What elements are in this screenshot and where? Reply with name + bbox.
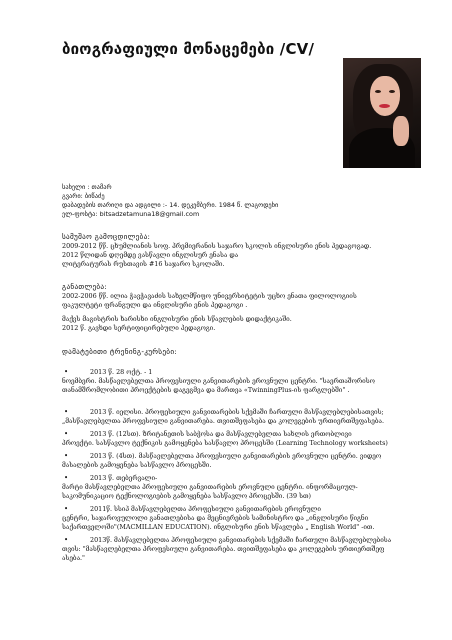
training-line: „მასწავლებელთა პროფესიული განვითარება. თვითშეფასება და კოლეგების ურთიერთშეფასება.	[62, 417, 384, 425]
trainings-heading: დამატებითი ტრენინგ-კურსები:	[62, 347, 178, 356]
bullet-icon: •	[64, 536, 69, 544]
bullet-icon: •	[64, 408, 69, 416]
bullet-icon: •	[64, 430, 69, 438]
surname-line: გვარი: ბიწაძე	[62, 192, 105, 200]
page-title: ბიოგრაფიული მონაცემები /CV/	[62, 40, 315, 58]
profile-photo	[343, 58, 421, 168]
training-line: საკომუნიკაციო ტექნოლოგიების გამოყენება სასწავლო პროცესში. (39 სთ)	[62, 492, 311, 500]
work-line: ლიტერატურას რუსთავის #16 საჯარო სკოლაში.	[62, 260, 225, 268]
education-heading: განათლება:	[62, 282, 108, 291]
training-line: ცენტრი, საჯაროვულოლი განათლებისა და მეცნიერების სამინისტრო და „ინგლისური წიგნი	[62, 514, 369, 522]
education-line: 2002-2006 წწ. ილია ჭავჭავაძის სახელმწიფო უნივერსიტეტის უცხო ენათა ფილოლოგიის	[62, 292, 357, 300]
training-line: 2013წ. მასწავლებელთა პროფესიული განვითარების სქემაში ჩართული მასწავლებლებისა	[90, 536, 392, 544]
birth-line: დაბადების თარიღი და ადგილი :- 14. დეკემბერი. 1984 წ. ლაგოდეხი	[62, 201, 279, 209]
bullet-icon: •	[64, 452, 69, 460]
training-line: 2013 წ. (4სთ). მასწავლებელთა პროფესიული განვითარების ეროვნული ცენტრი. ვიდეო	[90, 452, 382, 460]
training-line: საქართველოში"(MACMILLAN EDUCATION). ინგლისური ენის სწავლება „ English World" -ით.	[62, 523, 375, 531]
training-line: 2011წ. სსიპ მასწავლებელთა პროფესიული განვითარების ეროვნული	[90, 505, 321, 513]
training-line: თვის: "მასწავლებელთა პროფესიული განვითარება. თვითშეფასება და კოლეგების ურთიერთშეფ	[62, 545, 385, 553]
training-line: პროექტი. სასწავლო ტექნიკის გამოყენება სასწავლო პროცესში (Learning Technology worksheets)	[62, 439, 388, 447]
email-line	[62, 210, 199, 219]
bullet-icon: •	[64, 474, 69, 482]
training-line: თანამშრომლობითი პროექტების დაგეგმვა და მართვა «TwinningPlus-ის ფარგლებში" .	[62, 386, 350, 394]
training-line: 2013 წ. თებერვალი-	[90, 474, 158, 482]
training-line: მარტი მასწავლებელთა პროფესიული განვითარების ეროვნული ცენტრი. ინფორმაციულ-	[62, 483, 358, 491]
bullet-icon: •	[64, 505, 69, 513]
training-line: 2013 წ. 28 ოქტ. - 1	[90, 368, 153, 376]
email-address[interactable]: bitsadzetamuna18@gmail.com	[99, 210, 200, 218]
email-label: ელ-ფოსტა:	[62, 210, 98, 218]
training-line: ასება."	[62, 554, 85, 562]
training-line: მასალების გამოყენება სასწავლო პროცესში.	[62, 461, 212, 469]
education-line: 2012 წ. გავხდი სერტიფიცირებული პედაგოგი.	[62, 324, 216, 332]
education-line: მაქვს მაგისტრის ხარისხი ინგლისური ენის სწავლების დიდაქტიკაში.	[62, 315, 292, 323]
work-line: 2009-2012 წწ. ცხუმლიანის სოფ. პრემიერანის საჯარო სკოლის ინგლისური ენის პედაგოგად.	[62, 242, 372, 250]
name-line: სახელი : თამარ	[62, 183, 112, 191]
education-line: ფაკულტეტი ფრანგული და ინგლისური ენის პედაგოგი .	[62, 301, 248, 309]
training-line: 2013 წ. (12სთ). ზრიტანეთის საბჭოსა და მასწავლებელთა სახლის ერთობლივი	[90, 430, 352, 438]
work-heading: სამუშაო გამოცდილება:	[62, 232, 151, 241]
work-line: 2012 წლიდან დღემდე ვასწავლი ინგლისურ ენასა და	[62, 251, 239, 259]
training-line: ნოემბერი. მასწავლებელთა პროფესიული განვითარების ეროვნული ცენტრი. "საერთაშორისო	[62, 377, 375, 385]
bullet-icon: •	[64, 368, 69, 376]
training-line: 2013 წ. იელისი. პროფესიული განვითარების სქემაში ჩართული მასწავლებლებისათვის;	[90, 408, 384, 416]
